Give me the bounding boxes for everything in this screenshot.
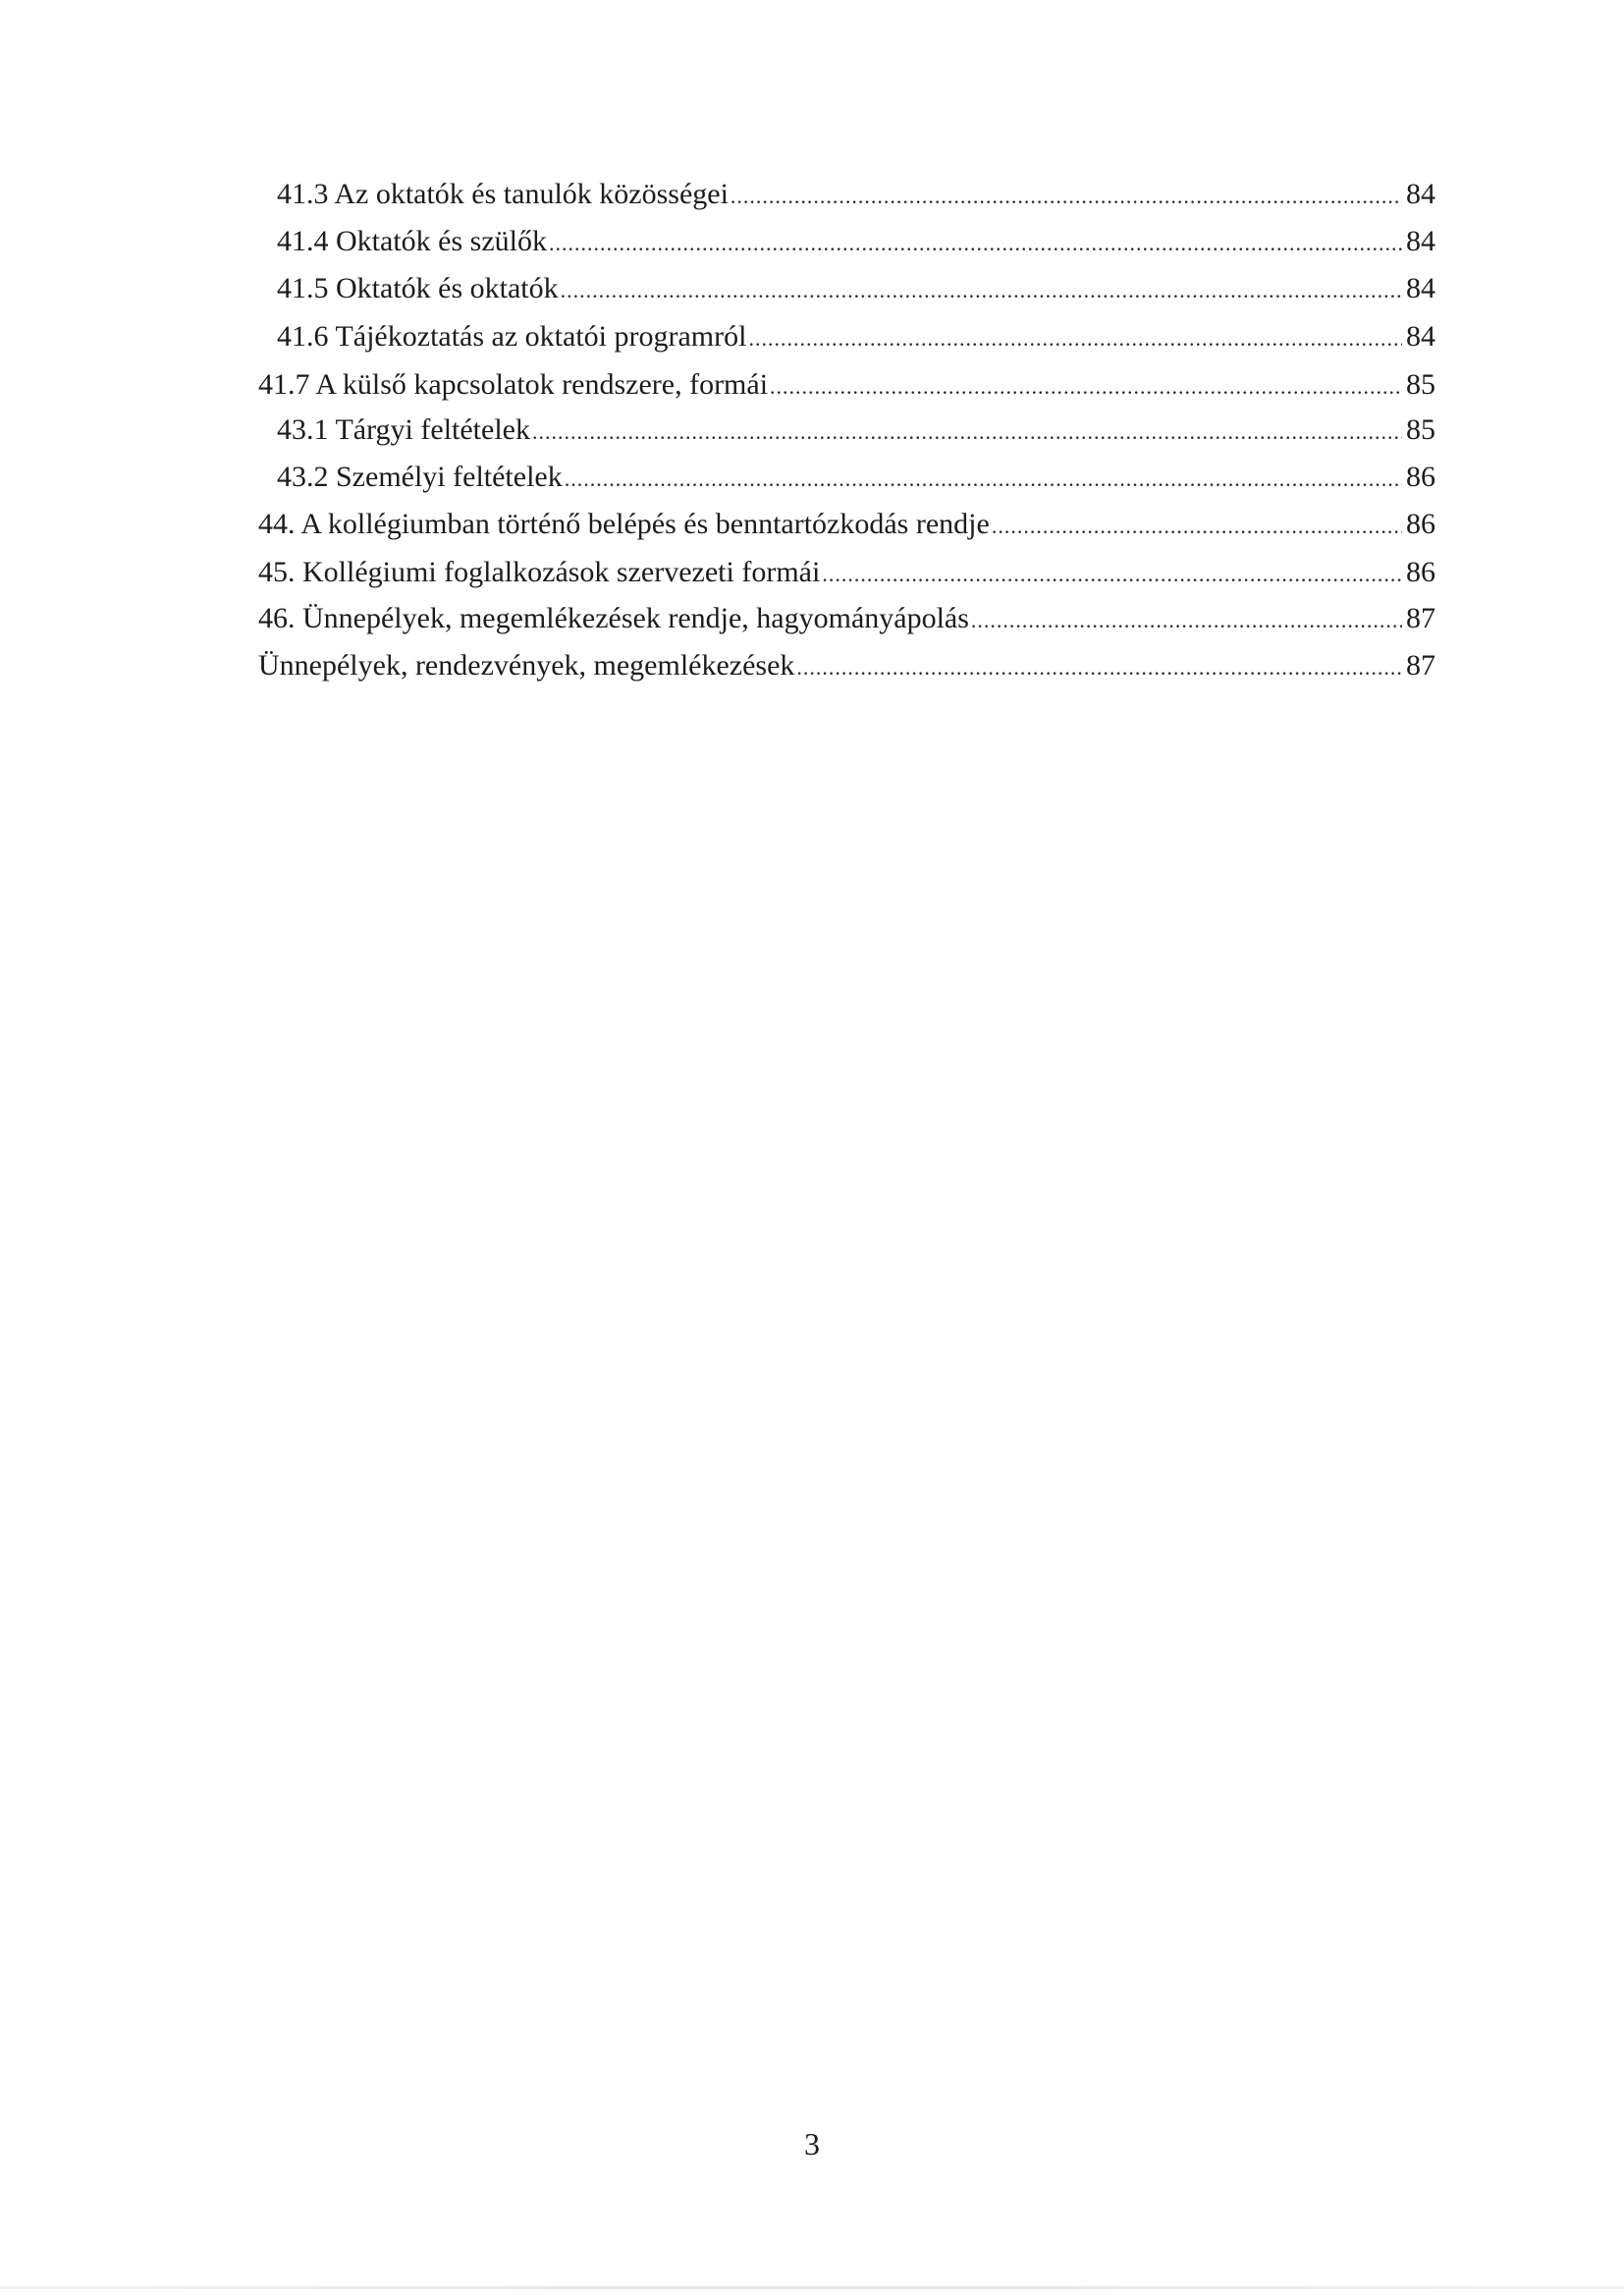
toc-entry-title: 43.2 Személyi feltételek [277,461,563,493]
toc-entry[interactable] [277,317,1435,356]
toc-entry-page: 86 [1406,556,1435,588]
toc-dot-leader [971,601,1402,640]
toc-entry-page: 87 [1406,649,1435,682]
toc-entry-title: 41.4 Oktatók és szülők [277,225,547,257]
toc-entry[interactable] [277,458,1435,497]
toc-entry-page: 86 [1406,508,1435,540]
toc-dot-leader [549,224,1402,263]
toc-dot-leader [532,412,1402,452]
toc-entry[interactable] [277,175,1435,214]
toc-dot-leader [561,271,1402,310]
toc-entry-page: 84 [1406,178,1435,210]
toc-entry-title: 41.6 Tájékoztatás az oktatói programról [277,320,747,353]
toc-entry[interactable] [277,269,1435,308]
toc-entry-page: 87 [1406,602,1435,634]
toc-entry-page: 86 [1406,461,1435,493]
toc-entry-page: 84 [1406,320,1435,353]
toc-entry[interactable] [258,505,1435,544]
toc-entry[interactable] [277,222,1435,261]
toc-entry-page: 85 [1406,368,1435,401]
toc-dot-leader [992,507,1402,546]
toc-entry-title: Ünnepélyek, rendezvények, megemlékezések [258,649,795,682]
toc-dot-leader [748,319,1402,358]
toc-entry-page: 84 [1406,225,1435,257]
toc-dot-leader [822,555,1402,594]
toc-dot-leader [731,177,1402,216]
toc-entry-title: 44. A kollégiumban történő belépés és benntartózkodás rendje [258,508,990,540]
scan-edge-line [0,2286,1624,2289]
toc-entry-title: 46. Ünnepélyek, megemlékezések rendje, hagyományápolás [258,602,969,634]
toc-dot-leader [770,367,1402,407]
toc-entry[interactable] [258,599,1435,638]
toc-entry-page: 85 [1406,413,1435,446]
page-number: 3 [804,2126,820,2161]
toc-entry[interactable] [258,646,1435,685]
toc-entry-title: 41.5 Oktatók és oktatók [277,272,559,304]
toc-entry-title: 41.3 Az oktatók és tanulók közösségei [277,178,729,210]
toc-entry[interactable] [277,410,1435,450]
toc-entry-title: 45. Kollégiumi foglalkozások szervezeti formái [258,556,821,588]
toc-entry-title: 43.1 Tárgyi feltételek [277,413,530,446]
toc-entry[interactable] [258,553,1435,592]
toc-dot-leader [796,648,1402,687]
toc-entry-page: 84 [1406,272,1435,304]
toc-entry[interactable] [258,365,1435,405]
toc-entry-title: 41.7 A külső kapcsolatok rendszere, formái [258,368,769,401]
toc-dot-leader [565,460,1402,499]
